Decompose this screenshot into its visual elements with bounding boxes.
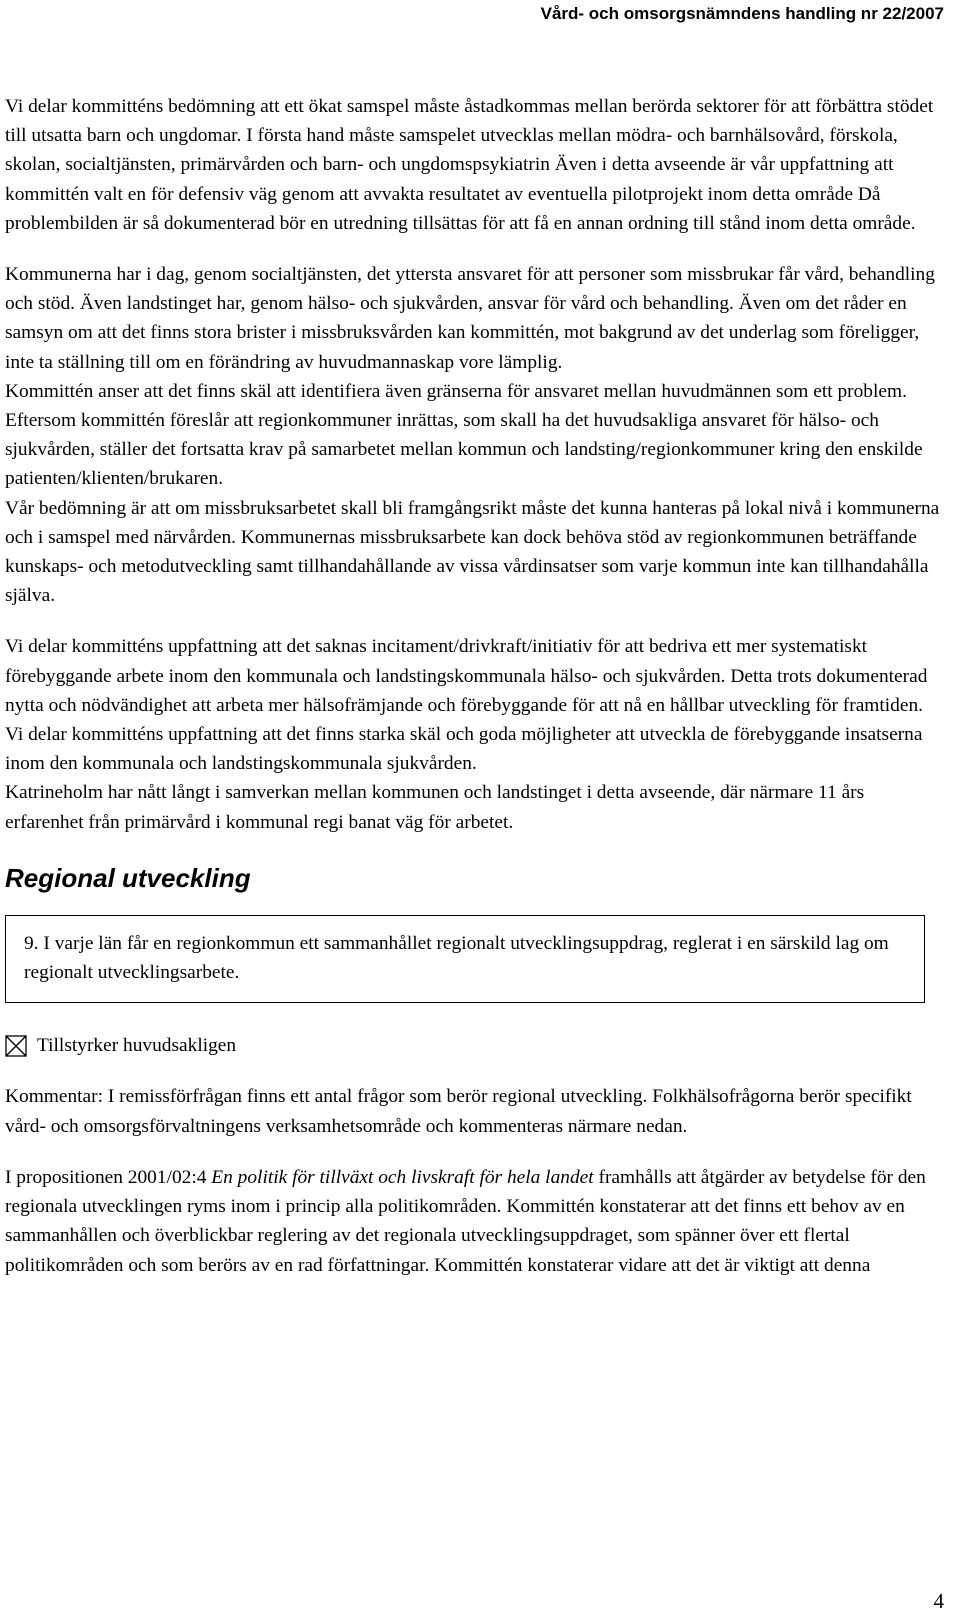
- paragraph-kommentar: Kommentar: I remissförfrågan finns ett antal frågor som berör regional utveckling. Folkhälsofrågorna berör specifikt vård- och omsorgsförvaltningens verksamhetsområde och kommenteras närmare nedan.: [5, 1086, 912, 1137]
- paragraph-incitament: Vi delar kommitténs uppfattning att det saknas incitament/drivkraft/initiativ för att bedriva ett mer systematiskt förebyggande arbete inom den kommunala och landstingskommunala hälso- och sjukvården. Detta trots dokumenterad nytta och nödvändighet att arbeta mer hälsofrämjande och förebyggande för att nå en hållbar utveckling för framtiden.: [5, 636, 928, 716]
- section-heading: Regional utveckling: [5, 862, 251, 893]
- paragraph-forebyggande: Vi delar kommitténs uppfattning att det finns starka skäl och goda möjligheter att utveckla de förebyggande insatserna inom den kommunala och landstingskommunala sjukvården.: [5, 724, 923, 775]
- proposition-title: En politik för tillväxt och livskraft för hela landet: [211, 1166, 594, 1188]
- paragraph-missbruk: Kommunerna har i dag, genom socialtjänsten, det yttersta ansvaret för att personer som missbrukar får vård, behandling och stöd. Även landstinget har, genom hälso- och sjukvården, ansvar för vård och behandling. Även om det råder en samsyn om att det finns stora brister i missbruksvården kan kommittén, mot bakgrund av det underlag som föreligger, inte ta ställning till om en förändring av huvudmannaskap vore lämplig.: [5, 264, 935, 373]
- checkbox-label: Tillstyrker huvudsakligen: [37, 1035, 237, 1057]
- document-body: [5, 92, 945, 1280]
- paragraph-barn-ungdomar: Vi delar kommitténs bedömning att ett ökat samspel måste åstadkommas mellan berörda sektorer för att förbättra stödet till utsatta barn och ungdomar. I första hand måste samspelet utvecklas mellan mödra- och barnhälsovård, förskola, skolan, socialtjänsten, primärvården och barn- och ungdomspsykiatrin Även i detta avseende är vår uppfattning att kommittén valt en för defensiv väg genom att avvakta resultatet av eventuella pilotprojekt inom detta område Då problembilden är så dokumenterad bör en utredning tillsättas för att få en annan ordning till stånd inom detta område.: [5, 96, 934, 234]
- proposition-body: framhålls att åtgärder av betydelse för den regionala utvecklingen ryms inom i princip alla politikområden. Kommittén konstaterar att det finns ett behov av en sammanhållen och överblickbar reglering av det regionala utvecklingsuppdraget, som spänner över ett flertal politikområden och som berörs av en rad författningar. Kommittén konstaterar vidare att det är viktigt att denna: [5, 1166, 926, 1276]
- paragraph-bedomning: Vår bedömning är att om missbruksarbetet skall bli framgångsrikt måste det kunna hanteras på lokal nivå i kommunerna och i samspel med närvården. Kommunernas missbruksarbete kan dock behöva stöd av regionkommunen beträffande kunskaps- och metodutveckling samt tillhandahållande av vissa vårdinsatser som varje kommun inte kan tillhandahålla själva.: [5, 497, 940, 607]
- proposition-intro: I propositionen 2001/02:4: [5, 1166, 212, 1188]
- paragraph-granser: Kommittén anser att det finns skäl att identifiera även gränserna för ansvaret mellan huvudmännen som ett problem. Eftersom kommittén föreslår att regionkommuner inrättas, som skall ha det huvudsakliga ansvaret för hälso- och sjukvården, ställer det fortsatta krav på samarbetet mellan kommun och landsting/regionkommuner kring den enskilde patienten/klienten/brukaren.: [5, 380, 923, 490]
- page-number: 4: [933, 1589, 944, 1613]
- proposal-box: [5, 915, 925, 1003]
- checkbox-row: [5, 1031, 945, 1060]
- proposal-text: 9. I varje län får en regionkommun ett sammanhållet regionalt utvecklingsuppdrag, reglerat i en särskild lag om regionalt utvecklingsarbete.: [24, 932, 889, 984]
- paragraph-katrineholm: Katrineholm har nått långt i samverkan mellan kommunen och landstinget i detta avseende, där närmare 11 års erfarenhet från primärvård i kommunal regi banat väg för arbetet.: [5, 782, 865, 833]
- document-header: Vård- och omsorgsnämndens handling nr 22/2007: [540, 4, 944, 23]
- paragraph-proposition: [5, 1163, 945, 1280]
- checked-checkbox-icon[interactable]: [5, 1035, 27, 1057]
